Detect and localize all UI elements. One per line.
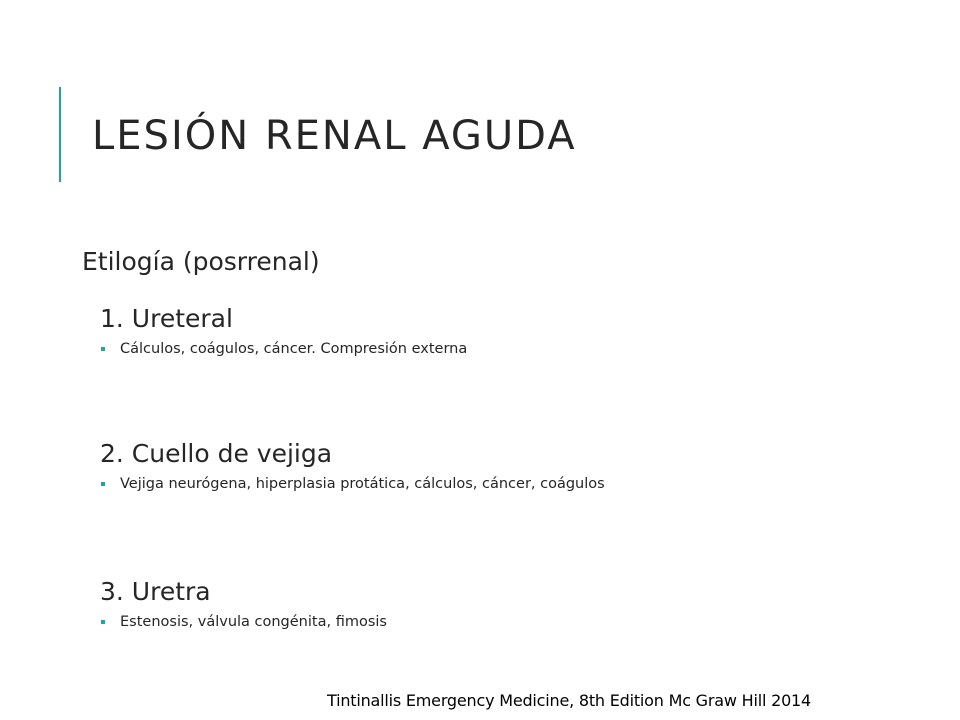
- bullet-text: Cálculos, coágulos, cáncer. Compresión externa: [120, 341, 468, 357]
- section-ureteral: [100, 301, 467, 359]
- title-accent-bar: [59, 87, 61, 182]
- bullet-text: Vejiga neurógena, hiperplasia protática, cálculos, cáncer, coágulos: [120, 476, 605, 492]
- bullet-item: [100, 612, 387, 632]
- bullet-item: [100, 474, 605, 494]
- bullet-item: [100, 339, 467, 359]
- citation: Tintinallis Emergency Medicine, 8th Edition Mc Graw Hill 2014: [327, 691, 812, 710]
- square-bullet-icon: [101, 482, 105, 486]
- slide-subtitle: Etilogía (posrrenal): [82, 247, 320, 276]
- slide-title: LESIÓN RENAL AGUDA: [92, 113, 577, 159]
- bullet-text: Estenosis, válvula congénita, fimosis: [120, 614, 387, 630]
- section-heading: 3. Uretra: [100, 577, 211, 606]
- section-heading: 2. Cuello de vejiga: [100, 439, 333, 468]
- section-cuello-de-vejiga: [100, 436, 605, 494]
- section-heading: 1. Ureteral: [100, 304, 233, 333]
- square-bullet-icon: [101, 347, 105, 351]
- section-uretra: [100, 574, 387, 632]
- square-bullet-icon: [101, 620, 105, 624]
